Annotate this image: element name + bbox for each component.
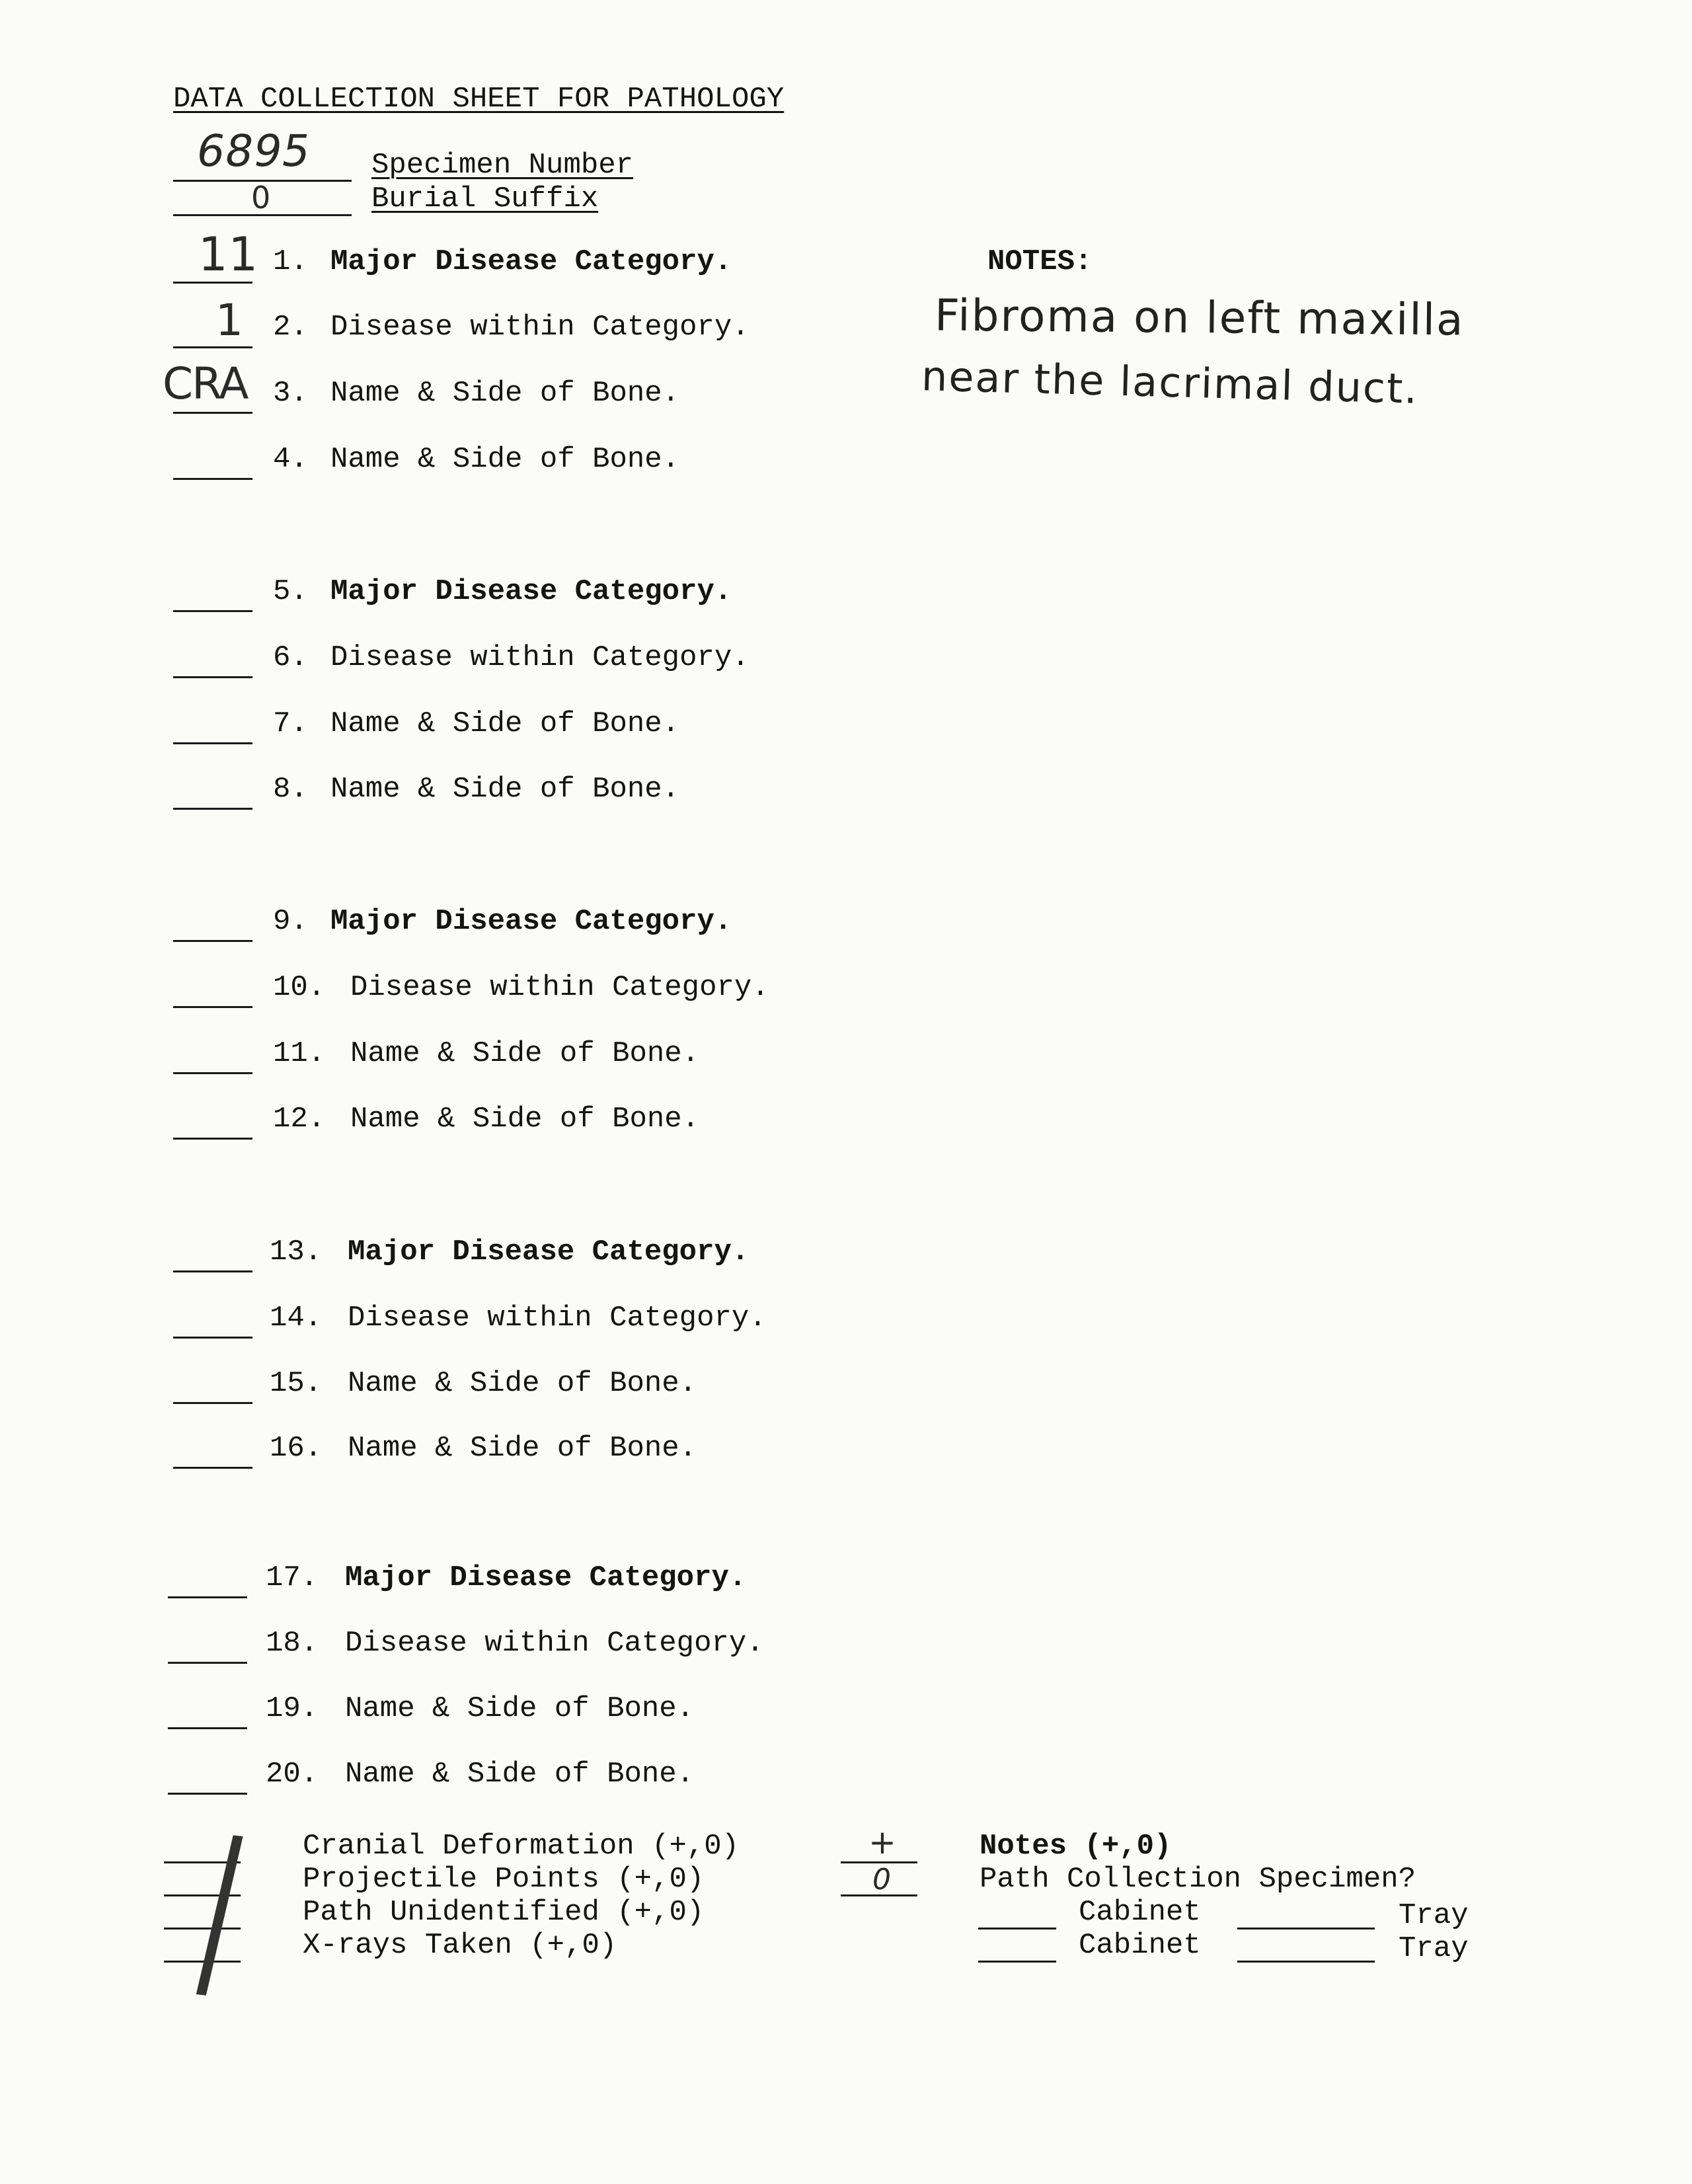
item-label: Name & Side of Bone. (330, 377, 680, 410)
item-line (173, 610, 252, 612)
item-number: 13. (270, 1235, 323, 1268)
path-collection-label: Path Collection Specimen? (980, 1863, 1416, 1896)
specimen-number-label: Specimen Number (371, 149, 634, 182)
item-label: Disease within Category. (350, 971, 769, 1004)
item-value[interactable]: CRA (163, 358, 248, 409)
item-label: Name & Side of Bone. (350, 1103, 700, 1136)
item-value[interactable]: 1 (215, 295, 244, 346)
item-number: 17. (266, 1561, 319, 1594)
projectile-points-label: Projectile Points (+,0) (303, 1863, 705, 1896)
tray-label-1: Tray (1399, 1899, 1469, 1932)
item-number: 1. (273, 245, 308, 278)
item-label: Name & Side of Bone. (350, 1037, 700, 1070)
item-line (173, 742, 252, 744)
burial-suffix-value[interactable]: 0 (251, 180, 272, 215)
item-number: 11. (273, 1037, 326, 1070)
cabinet-line-2 (978, 1961, 1056, 1963)
item-number: 2. (273, 311, 308, 344)
item-number: 14. (270, 1302, 323, 1335)
item-number: 12. (273, 1103, 326, 1136)
notes-heading: NOTES: (987, 245, 1093, 278)
item-line (173, 282, 252, 284)
item-line (168, 1662, 247, 1664)
item-line (173, 940, 252, 942)
item-line (173, 676, 252, 678)
item-line (168, 1727, 247, 1729)
item-number: 16. (270, 1432, 323, 1465)
item-line (173, 1006, 252, 1008)
item-label: Name & Side of Bone. (348, 1432, 697, 1465)
item-line (173, 1072, 252, 1074)
xrays-taken-label: X-rays Taken (+,0) (303, 1929, 617, 1962)
item-value[interactable]: 11 (198, 227, 259, 282)
item-line (173, 1138, 252, 1140)
item-label: Name & Side of Bone. (330, 773, 680, 806)
item-number: 5. (273, 575, 308, 608)
item-label: Disease within Category. (330, 311, 750, 344)
item-number: 7. (273, 707, 308, 740)
item-line (173, 1467, 252, 1469)
tray-line-2 (1237, 1961, 1375, 1963)
item-number: 15. (270, 1367, 323, 1400)
notes-flag-label-text: Notes (+,0) (980, 1830, 1172, 1863)
notes-handwritten-line-2[interactable]: near the lacrimal duct. (921, 352, 1420, 413)
item-number: 4. (273, 443, 308, 476)
item-label: Disease within Category. (345, 1627, 764, 1660)
tray-line-1 (1237, 1928, 1375, 1930)
cabinet-label-1: Cabinet (1079, 1896, 1201, 1929)
item-label: Disease within Category. (330, 641, 750, 674)
item-label: Name & Side of Bone. (345, 1692, 695, 1725)
cabinet-label-2: Cabinet (1079, 1929, 1201, 1962)
item-line (173, 412, 252, 414)
handwritten-slash-mark: / (195, 1792, 245, 2028)
item-line (173, 478, 252, 480)
specimen-number-value[interactable]: 6895 (192, 126, 315, 176)
item-line (168, 1596, 247, 1598)
item-label: Major Disease Category. (348, 1235, 750, 1268)
cabinet-line-1 (978, 1928, 1056, 1930)
page-title: DATA COLLECTION SHEET FOR PATHOLOGY (173, 83, 785, 116)
path-unidentified-label: Path Unidentified (+,0) (303, 1896, 705, 1929)
item-label: Major Disease Category. (330, 245, 732, 278)
item-number: 3. (273, 377, 308, 410)
burial-suffix-label: Burial Suffix (371, 182, 599, 215)
item-label: Name & Side of Bone. (348, 1367, 697, 1400)
notes-handwritten-line-1[interactable]: Fibroma on left maxilla (934, 290, 1465, 346)
path-collection-value[interactable]: 0 (872, 1863, 892, 1896)
item-line (173, 1402, 252, 1404)
item-label: Name & Side of Bone. (345, 1758, 695, 1791)
item-label: Disease within Category. (348, 1302, 767, 1335)
notes-flag-value[interactable]: + (868, 1823, 897, 1861)
item-number: 18. (266, 1627, 319, 1660)
item-number: 19. (266, 1692, 319, 1725)
item-line (173, 346, 252, 348)
cranial-deformation-label: Cranial Deformation (+,0) (303, 1830, 740, 1863)
notes-flag-label (980, 1832, 1171, 1861)
item-line (173, 1270, 252, 1272)
tray-label-2: Tray (1399, 1932, 1469, 1965)
item-label: Name & Side of Bone. (330, 707, 680, 740)
item-label: Name & Side of Bone. (330, 443, 680, 476)
item-number: 10. (273, 971, 326, 1004)
item-line (173, 1337, 252, 1339)
item-label: Major Disease Category. (330, 905, 732, 938)
item-number: 20. (266, 1758, 319, 1791)
item-line (173, 808, 252, 810)
item-number: 9. (273, 905, 308, 938)
item-label: Major Disease Category. (345, 1561, 747, 1594)
item-number: 6. (273, 641, 308, 674)
item-label: Major Disease Category. (330, 575, 732, 608)
item-number: 8. (273, 773, 308, 806)
